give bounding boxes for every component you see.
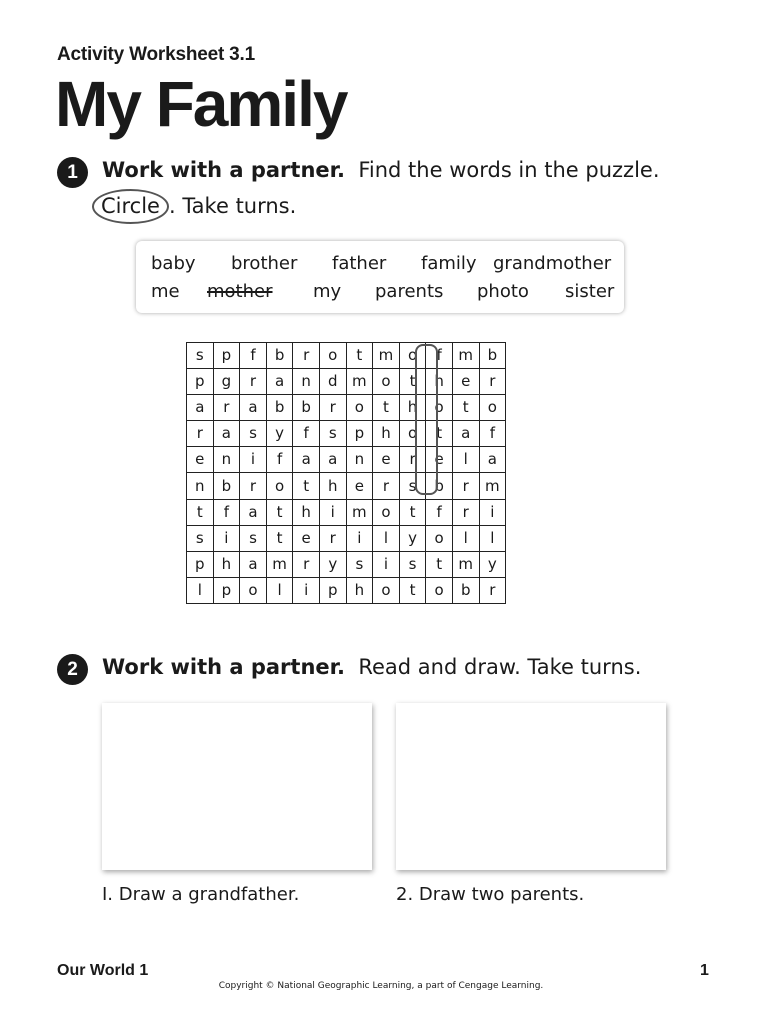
grid-cell: s bbox=[399, 473, 426, 499]
grid-cell: h bbox=[213, 551, 240, 577]
grid-cell: s bbox=[346, 551, 373, 577]
grid-cell: h bbox=[373, 421, 400, 447]
grid-cell: a bbox=[240, 395, 267, 421]
grid-cell: p bbox=[213, 343, 240, 369]
grid-cell: t bbox=[266, 525, 293, 551]
page-number: 1 bbox=[700, 962, 709, 979]
grid-cell: e bbox=[187, 447, 214, 473]
grid-cell: f bbox=[293, 421, 320, 447]
grid-cell: n bbox=[187, 473, 214, 499]
grid-cell: a bbox=[293, 447, 320, 473]
grid-cell: s bbox=[399, 551, 426, 577]
grid-cell: r bbox=[479, 577, 506, 603]
grid-cell: t bbox=[452, 395, 479, 421]
grid-cell: h bbox=[399, 395, 426, 421]
word-bank-item: parents bbox=[375, 281, 444, 302]
grid-cell: m bbox=[346, 499, 373, 525]
grid-row bbox=[187, 369, 506, 395]
grid-cell: i bbox=[373, 551, 400, 577]
section-1-text2: . Take turns. bbox=[168, 194, 297, 218]
grid-cell: r bbox=[319, 395, 346, 421]
grid-cell: o bbox=[346, 395, 373, 421]
grid-cell: l bbox=[187, 577, 214, 603]
grid-cell: e bbox=[426, 447, 453, 473]
grid-row bbox=[187, 577, 506, 603]
grid-cell: m bbox=[266, 551, 293, 577]
grid-cell: e bbox=[293, 525, 320, 551]
grid-cell: o bbox=[426, 395, 453, 421]
grid-cell: f bbox=[479, 421, 506, 447]
grid-cell: h bbox=[319, 473, 346, 499]
grid-cell: l bbox=[479, 525, 506, 551]
grid-cell: r bbox=[293, 343, 320, 369]
grid-cell: e bbox=[452, 369, 479, 395]
circled-word: Circle bbox=[92, 189, 169, 224]
grid-cell: a bbox=[319, 447, 346, 473]
grid-cell: i bbox=[293, 577, 320, 603]
grid-cell: n bbox=[346, 447, 373, 473]
grid-cell: m bbox=[452, 551, 479, 577]
grid-cell: i bbox=[346, 525, 373, 551]
word-bank-item: grandmother bbox=[493, 253, 612, 274]
footer-book-title: Our World 1 bbox=[57, 962, 149, 979]
grid-cell: b bbox=[266, 395, 293, 421]
grid-cell: o bbox=[373, 499, 400, 525]
grid-cell: t bbox=[399, 499, 426, 525]
grid-cell: y bbox=[319, 551, 346, 577]
word-bank-item: my bbox=[313, 281, 342, 302]
drawing-box-parents[interactable] bbox=[396, 703, 666, 870]
grid-cell: l bbox=[373, 525, 400, 551]
grid-cell: o bbox=[373, 369, 400, 395]
grid-cell: b bbox=[293, 395, 320, 421]
grid-cell: r bbox=[213, 395, 240, 421]
grid-cell: b bbox=[213, 473, 240, 499]
word-bank-item: me bbox=[151, 281, 180, 302]
grid-cell: b bbox=[426, 473, 453, 499]
grid-cell: o bbox=[426, 525, 453, 551]
grid-cell: t bbox=[399, 369, 426, 395]
drawing-prompt-2: 2. Draw two parents. bbox=[396, 884, 585, 905]
grid-cell: e bbox=[346, 473, 373, 499]
grid-cell: i bbox=[240, 447, 267, 473]
grid-cell: r bbox=[452, 473, 479, 499]
grid-cell: r bbox=[479, 369, 506, 395]
section-2-number: 2 bbox=[57, 654, 88, 685]
grid-cell: b bbox=[452, 577, 479, 603]
worksheet-subtitle: Activity Worksheet 3.1 bbox=[57, 44, 255, 65]
grid-row bbox=[187, 551, 506, 577]
section-1-bold: Work with a partner. bbox=[102, 158, 345, 182]
grid-cell: s bbox=[187, 343, 214, 369]
grid-cell: h bbox=[346, 577, 373, 603]
grid-cell: p bbox=[213, 577, 240, 603]
grid-cell: i bbox=[213, 525, 240, 551]
grid-cell: o bbox=[426, 577, 453, 603]
grid-cell: f bbox=[426, 343, 453, 369]
grid-cell: l bbox=[452, 525, 479, 551]
grid-row bbox=[187, 447, 506, 473]
grid-cell: p bbox=[187, 551, 214, 577]
grid-cell: r bbox=[240, 369, 267, 395]
word-bank-item: brother bbox=[231, 253, 298, 274]
section-1-text: Find the words in the puzzle. bbox=[358, 158, 660, 182]
grid-cell: f bbox=[213, 499, 240, 525]
grid-cell: s bbox=[319, 421, 346, 447]
grid-cell: f bbox=[426, 499, 453, 525]
grid-cell: s bbox=[240, 525, 267, 551]
grid-cell: y bbox=[266, 421, 293, 447]
section-2-bold: Work with a partner. bbox=[102, 655, 345, 679]
drawing-box-grandfather[interactable] bbox=[102, 703, 372, 870]
grid-row bbox=[187, 395, 506, 421]
grid-cell: f bbox=[266, 447, 293, 473]
section-1-instruction bbox=[102, 160, 660, 181]
grid-cell: t bbox=[426, 551, 453, 577]
grid-cell: t bbox=[426, 421, 453, 447]
grid-cell: h bbox=[293, 499, 320, 525]
word-bank-item: photo bbox=[477, 281, 529, 302]
grid-cell: a bbox=[213, 421, 240, 447]
grid-cell: m bbox=[479, 473, 506, 499]
word-bank-item: family bbox=[421, 253, 477, 274]
grid-cell: a bbox=[187, 395, 214, 421]
grid-cell: a bbox=[266, 369, 293, 395]
grid-cell: p bbox=[319, 577, 346, 603]
grid-cell: r bbox=[187, 421, 214, 447]
grid-cell: l bbox=[452, 447, 479, 473]
grid-cell: o bbox=[479, 395, 506, 421]
grid-cell: o bbox=[266, 473, 293, 499]
grid-cell: r bbox=[373, 473, 400, 499]
grid-cell: a bbox=[479, 447, 506, 473]
grid-cell: i bbox=[479, 499, 506, 525]
grid-cell: s bbox=[240, 421, 267, 447]
grid-cell: b bbox=[479, 343, 506, 369]
copyright-notice: Copyright © National Geographic Learning, a part of Cengage Learning. bbox=[218, 981, 544, 991]
grid-cell: o bbox=[319, 343, 346, 369]
word-bank-item: baby bbox=[151, 253, 196, 274]
grid-cell: r bbox=[452, 499, 479, 525]
grid-cell: a bbox=[240, 551, 267, 577]
grid-cell: h bbox=[426, 369, 453, 395]
drawing-prompt-1: I. Draw a grandfather. bbox=[102, 884, 300, 905]
grid-row bbox=[187, 525, 506, 551]
grid-cell: n bbox=[213, 447, 240, 473]
word-bank-item-struck: mother bbox=[207, 281, 273, 302]
grid-cell: m bbox=[373, 343, 400, 369]
found-word-circle bbox=[415, 344, 438, 495]
grid-cell: r bbox=[293, 551, 320, 577]
word-bank-item: sister bbox=[565, 281, 615, 302]
grid-cell: t bbox=[346, 343, 373, 369]
page-title: My Family bbox=[55, 68, 347, 140]
grid-cell: t bbox=[399, 577, 426, 603]
section-1-number: 1 bbox=[57, 157, 88, 188]
grid-row bbox=[187, 473, 506, 499]
grid-cell: d bbox=[319, 369, 346, 395]
grid-cell: m bbox=[346, 369, 373, 395]
grid-cell: t bbox=[266, 499, 293, 525]
grid-cell: t bbox=[187, 499, 214, 525]
grid-cell: f bbox=[240, 343, 267, 369]
grid-cell: e bbox=[373, 447, 400, 473]
section-2-instruction bbox=[102, 657, 641, 678]
grid-row bbox=[187, 343, 506, 369]
grid-cell: r bbox=[399, 447, 426, 473]
word-bank bbox=[136, 241, 624, 313]
grid-cell: m bbox=[452, 343, 479, 369]
grid-cell: t bbox=[293, 473, 320, 499]
grid-cell: o bbox=[240, 577, 267, 603]
section-1-instruction-line2 bbox=[94, 189, 296, 224]
grid-cell: s bbox=[187, 525, 214, 551]
grid-cell: a bbox=[452, 421, 479, 447]
grid-cell: p bbox=[346, 421, 373, 447]
grid-cell: y bbox=[399, 525, 426, 551]
grid-cell: t bbox=[373, 395, 400, 421]
grid-cell: a bbox=[240, 499, 267, 525]
grid-row bbox=[187, 421, 506, 447]
word-bank-item: father bbox=[332, 253, 387, 274]
grid-cell: o bbox=[399, 343, 426, 369]
grid-cell: r bbox=[319, 525, 346, 551]
grid-cell: o bbox=[373, 577, 400, 603]
grid-cell: y bbox=[479, 551, 506, 577]
word-search-grid bbox=[186, 342, 506, 604]
grid-cell: p bbox=[187, 369, 214, 395]
grid-cell: n bbox=[293, 369, 320, 395]
grid-cell: b bbox=[266, 343, 293, 369]
grid-row bbox=[187, 499, 506, 525]
section-2-text: Read and draw. Take turns. bbox=[358, 655, 642, 679]
grid-cell: l bbox=[266, 577, 293, 603]
grid-cell: r bbox=[240, 473, 267, 499]
grid-cell: g bbox=[213, 369, 240, 395]
grid-cell: i bbox=[319, 499, 346, 525]
grid-cell: o bbox=[399, 421, 426, 447]
